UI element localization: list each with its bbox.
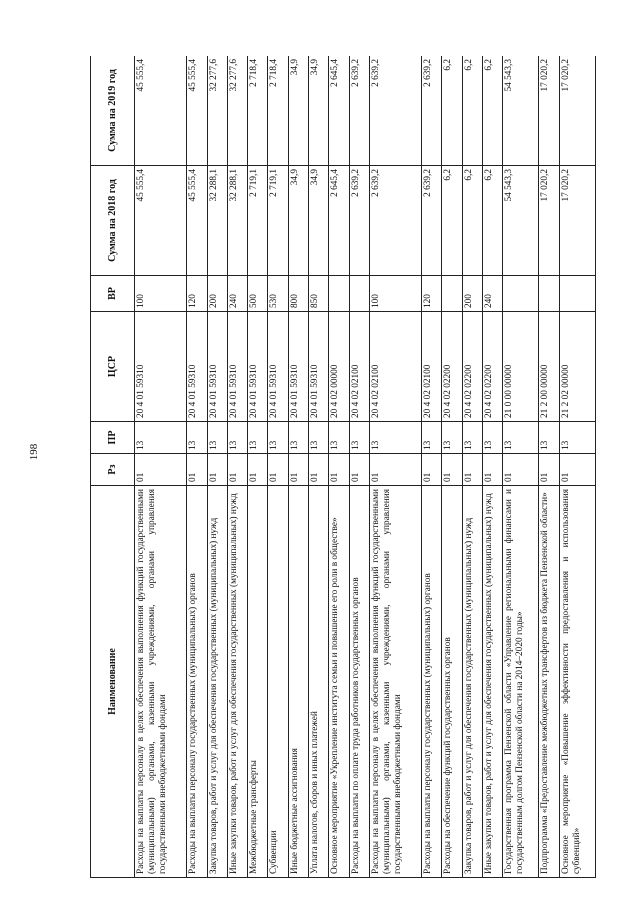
cell-rz: 01 — [482, 454, 502, 486]
cell-rz: 01 — [462, 454, 482, 486]
header-name: Наименование — [91, 486, 135, 878]
cell-vr: 240 — [227, 276, 247, 312]
cell-pr: 13 — [349, 422, 369, 454]
header-rz: Рз — [91, 454, 135, 486]
cell-sum-2018: 32 288,1 — [227, 166, 247, 276]
cell-sum-2019: 2 639,2 — [349, 56, 369, 166]
table-row — [482, 56, 502, 878]
cell-csr: 20 4 01 59310 — [308, 312, 328, 422]
header-sum-2019: Сумма на 2019 год — [91, 56, 135, 166]
cell-rz: 01 — [349, 454, 369, 486]
cell-sum-2018: 2 639,2 — [369, 166, 421, 276]
table-row — [369, 56, 421, 878]
cell-name: Расходы на выплаты персоналу в целях обеспечения выполнения функций государственными (муниципальными) органами, казенными учреждениями, органами управления государственными внебюджетными фондами — [135, 486, 187, 878]
cell-vr: 200 — [207, 276, 227, 312]
header-csr: ЦСР — [91, 312, 135, 422]
cell-name: Закупка товаров, работ и услуг для обеспечения государственных (муниципальных) нужд — [462, 486, 482, 878]
cell-vr: 100 — [135, 276, 187, 312]
table-row — [559, 56, 595, 878]
cell-sum-2019: 2 718,4 — [248, 56, 268, 166]
cell-rz: 01 — [248, 454, 268, 486]
cell-csr: 20 4 02 02100 — [422, 312, 442, 422]
header-pr: ПР — [91, 422, 135, 454]
cell-vr: 530 — [268, 276, 288, 312]
cell-sum-2019: 34,9 — [308, 56, 328, 166]
table-row — [135, 56, 187, 878]
cell-rz: 01 — [422, 454, 442, 486]
cell-csr: 20 4 01 59310 — [248, 312, 268, 422]
cell-rz: 01 — [135, 454, 187, 486]
cell-csr: 20 4 01 59310 — [227, 312, 247, 422]
cell-vr: 120 — [422, 276, 442, 312]
cell-sum-2019: 2 645,4 — [329, 56, 349, 166]
cell-sum-2019: 34,9 — [288, 56, 308, 166]
cell-rz: 01 — [329, 454, 349, 486]
cell-pr: 13 — [227, 422, 247, 454]
cell-pr: 13 — [268, 422, 288, 454]
cell-pr: 13 — [559, 422, 595, 454]
cell-csr: 20 4 01 59310 — [268, 312, 288, 422]
cell-pr: 13 — [135, 422, 187, 454]
cell-pr: 13 — [442, 422, 462, 454]
cell-csr: 20 4 02 02200 — [482, 312, 502, 422]
cell-pr: 13 — [248, 422, 268, 454]
cell-vr: 800 — [288, 276, 308, 312]
cell-csr: 20 4 01 59310 — [135, 312, 187, 422]
table-row — [207, 56, 227, 878]
cell-name: Расходы на обеспечение функций государственных органов — [442, 486, 462, 878]
table-row — [503, 56, 539, 878]
cell-sum-2018: 17 020,2 — [559, 166, 595, 276]
cell-name: Расходы на выплаты по оплате труда работников государственных органов — [349, 486, 369, 878]
budget-table — [90, 56, 596, 878]
cell-vr — [539, 276, 559, 312]
cell-rz: 01 — [268, 454, 288, 486]
table-row — [227, 56, 247, 878]
cell-sum-2019: 45 555,4 — [135, 56, 187, 166]
cell-sum-2019: 17 020,2 — [539, 56, 559, 166]
cell-sum-2018: 6,2 — [442, 166, 462, 276]
table-header-row — [91, 56, 135, 878]
table-row — [442, 56, 462, 878]
cell-csr: 21 2 00 00000 — [539, 312, 559, 422]
cell-pr: 13 — [329, 422, 349, 454]
cell-sum-2019: 2 639,2 — [369, 56, 421, 166]
table-region — [90, 56, 596, 878]
cell-name: Подпрограмма «Предоставление межбюджетных трансфертов из бюджета Пензенской области» — [539, 486, 559, 878]
cell-sum-2018: 6,2 — [482, 166, 502, 276]
cell-sum-2018: 45 555,4 — [135, 166, 187, 276]
cell-csr: 20 4 01 59310 — [207, 312, 227, 422]
cell-vr — [442, 276, 462, 312]
table-row — [422, 56, 442, 878]
table-row — [288, 56, 308, 878]
cell-rz: 01 — [442, 454, 462, 486]
cell-pr: 13 — [503, 422, 539, 454]
cell-vr: 120 — [187, 276, 207, 312]
cell-name: Расходы на выплаты персоналу государственных (муниципальных) органов — [422, 486, 442, 878]
cell-pr: 13 — [482, 422, 502, 454]
cell-sum-2019: 6,2 — [462, 56, 482, 166]
cell-sum-2018: 2 639,2 — [422, 166, 442, 276]
cell-sum-2018: 54 543,3 — [503, 166, 539, 276]
cell-vr — [329, 276, 349, 312]
cell-sum-2019: 54 543,3 — [503, 56, 539, 166]
cell-sum-2019: 2 639,2 — [422, 56, 442, 166]
cell-rz: 01 — [369, 454, 421, 486]
cell-vr: 240 — [482, 276, 502, 312]
cell-pr: 13 — [207, 422, 227, 454]
cell-sum-2018: 6,2 — [462, 166, 482, 276]
cell-vr: 100 — [369, 276, 421, 312]
cell-name: Расходы на выплаты персоналу государственных (муниципальных) органов — [187, 486, 207, 878]
table-row — [268, 56, 288, 878]
table-row — [329, 56, 349, 878]
cell-vr — [349, 276, 369, 312]
cell-rz: 01 — [288, 454, 308, 486]
cell-sum-2019: 17 020,2 — [559, 56, 595, 166]
cell-csr: 20 4 02 02100 — [349, 312, 369, 422]
cell-name: Основное мероприятие «Повышение эффективности предоставления и использования субвенций» — [559, 486, 595, 878]
cell-pr: 13 — [308, 422, 328, 454]
table-row — [349, 56, 369, 878]
table-row — [248, 56, 268, 878]
cell-sum-2018: 32 288,1 — [207, 166, 227, 276]
cell-vr — [503, 276, 539, 312]
cell-rz: 01 — [227, 454, 247, 486]
cell-sum-2018: 2 719,1 — [248, 166, 268, 276]
rotated-table-wrapper — [90, 56, 596, 878]
cell-vr — [559, 276, 595, 312]
cell-sum-2018: 2 639,2 — [349, 166, 369, 276]
cell-csr: 20 4 02 02200 — [462, 312, 482, 422]
cell-name: Иные бюджетные ассигнования — [288, 486, 308, 878]
cell-sum-2018: 34,9 — [288, 166, 308, 276]
cell-sum-2018: 17 020,2 — [539, 166, 559, 276]
cell-sum-2019: 45 555,4 — [187, 56, 207, 166]
cell-name: Расходы на выплаты персоналу в целях обеспечения выполнения функций государственными (муниципальными) органами, казенными учреждениями, органами управления государственными внебюджетными фондами — [369, 486, 421, 878]
cell-sum-2019: 2 718,4 — [268, 56, 288, 166]
cell-csr: 21 2 02 00000 — [559, 312, 595, 422]
table-row — [187, 56, 207, 878]
cell-rz: 01 — [559, 454, 595, 486]
table-row — [462, 56, 482, 878]
cell-pr: 13 — [288, 422, 308, 454]
cell-pr: 13 — [369, 422, 421, 454]
cell-sum-2019: 32 277,6 — [207, 56, 227, 166]
cell-name: Иные закупки товаров, работ и услуг для обеспечения государственных (муниципальных) нужд — [227, 486, 247, 878]
cell-name: Закупка товаров, работ и услуг для обеспечения государственных (муниципальных) нужд — [207, 486, 227, 878]
cell-csr: 20 4 02 02100 — [369, 312, 421, 422]
table-row — [308, 56, 328, 878]
cell-name: Иные закупки товаров, работ и услуг для обеспечения государственных (муниципальных) нужд — [482, 486, 502, 878]
cell-rz: 01 — [187, 454, 207, 486]
cell-rz: 01 — [539, 454, 559, 486]
cell-name: Основное мероприятие «Укрепление института семьи и повышение его роли в обществе» — [329, 486, 349, 878]
cell-sum-2018: 2 719,1 — [268, 166, 288, 276]
cell-rz: 01 — [308, 454, 328, 486]
cell-csr: 20 4 01 59310 — [187, 312, 207, 422]
cell-sum-2018: 45 555,4 — [187, 166, 207, 276]
cell-pr: 13 — [422, 422, 442, 454]
cell-sum-2019: 6,2 — [442, 56, 462, 166]
cell-vr: 500 — [248, 276, 268, 312]
cell-rz: 01 — [207, 454, 227, 486]
cell-name: Субвенции — [268, 486, 288, 878]
cell-name: Государственная программа Пензенской области «Управление региональными финансами и государственным долгом Пензенской области на 2014–2020 годы» — [503, 486, 539, 878]
cell-rz: 01 — [503, 454, 539, 486]
cell-csr: 20 4 02 00000 — [329, 312, 349, 422]
cell-vr: 850 — [308, 276, 328, 312]
cell-pr: 13 — [539, 422, 559, 454]
header-vr: ВР — [91, 276, 135, 312]
cell-csr: 20 4 01 59310 — [288, 312, 308, 422]
cell-vr: 200 — [462, 276, 482, 312]
cell-sum-2018: 2 645,4 — [329, 166, 349, 276]
cell-sum-2019: 6,2 — [482, 56, 502, 166]
cell-csr: 20 4 02 02200 — [442, 312, 462, 422]
cell-name: Уплата налогов, сборов и иных платежей — [308, 486, 328, 878]
page-number: 198 — [28, 443, 40, 461]
cell-sum-2019: 32 277,6 — [227, 56, 247, 166]
table-row — [539, 56, 559, 878]
cell-sum-2018: 34,9 — [308, 166, 328, 276]
cell-pr: 13 — [462, 422, 482, 454]
cell-pr: 13 — [187, 422, 207, 454]
cell-csr: 21 0 00 00000 — [503, 312, 539, 422]
cell-name: Межбюджетные трансферты — [248, 486, 268, 878]
header-sum-2018: Сумма на 2018 год — [91, 166, 135, 276]
